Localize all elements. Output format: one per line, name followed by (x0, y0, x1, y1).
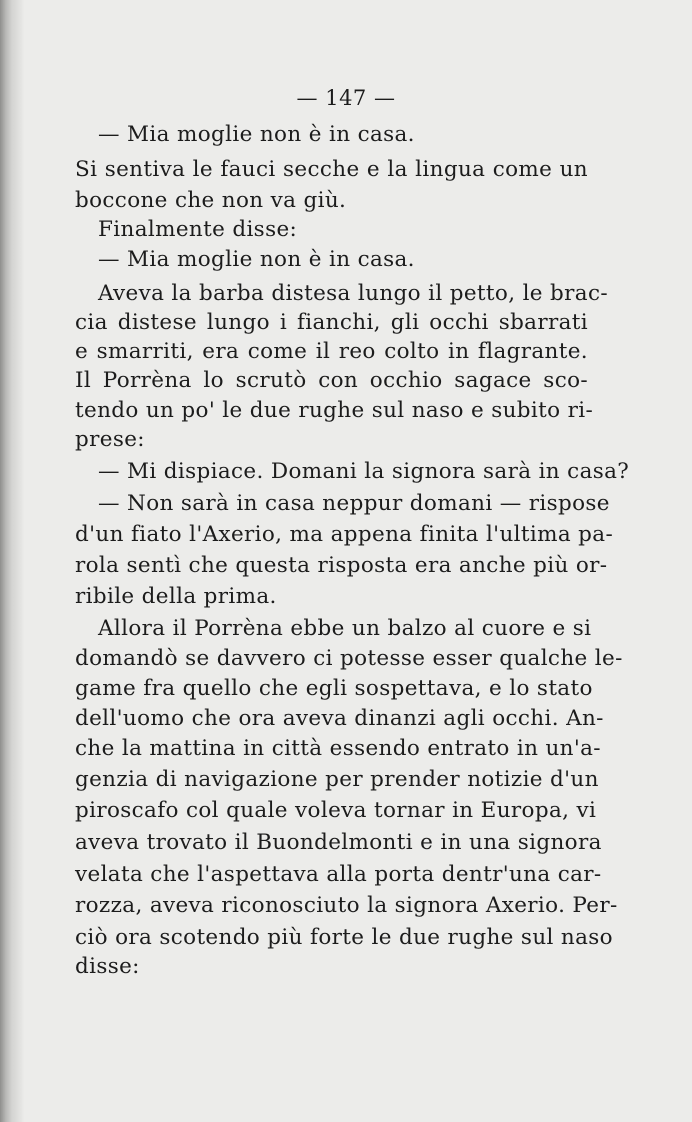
text-line: tendo un po' le due rughe sul naso e subito ri- (75, 398, 594, 423)
text-line: aveva trovato il Buondelmonti e in una signora (75, 830, 602, 855)
text-line: — Non sarà in casa neppur domani — rispose (98, 491, 610, 516)
text-line: e smarriti, era come il reo colto in flagrante. (75, 339, 588, 364)
text-line: d'un fiato l'Axerio, ma appena finita l'ultima pa- (75, 522, 614, 547)
text-line: dell'uomo che ora aveva dinanzi agli occhi. An- (75, 706, 604, 731)
page-number: — 147 — (296, 86, 396, 110)
text-line: ciò ora scotendo più forte le due rughe sul naso (75, 925, 613, 950)
text-line: Allora il Porrèna ebbe un balzo al cuore e si (98, 616, 592, 641)
text-line: velata che l'aspettava alla porta dentr'una car- (75, 862, 602, 887)
text-line: Il Porrèna lo scrutò con occhio sagace sco- (75, 368, 588, 393)
text-line: domandò se davvero ci potesse esser qualche le- (75, 646, 623, 671)
text-line: genzia di navigazione per prender notizie d'un (75, 767, 599, 792)
text-line: rola sentì che questa risposta era anche più or- (75, 553, 608, 578)
text-line: Finalmente disse: (98, 217, 298, 242)
text-line: — Mia moglie non è in casa. (98, 122, 415, 147)
text-line: disse: (75, 954, 140, 979)
text-line: prese: (75, 427, 145, 452)
text-line: cia distese lungo i fianchi, gli occhi sbarrati (75, 310, 588, 335)
text-line: rozza, aveva riconosciuto la signora Axerio. Per- (75, 893, 618, 918)
text-line: — Mia moglie non è in casa. (98, 247, 415, 272)
text-line: piroscafo col quale voleva tornar in Europa, vi (75, 798, 597, 823)
text-line: che la mattina in città essendo entrato in un'a- (75, 736, 601, 761)
text-line: ribile della prima. (75, 584, 277, 609)
text-line: Si sentiva le fauci secche e la lingua come un (75, 157, 588, 182)
page-spine-shadow (0, 0, 24, 1122)
text-line: boccone che non va giù. (75, 188, 347, 213)
text-line: — Mi dispiace. Domani la signora sarà in casa? (98, 459, 630, 484)
text-line: Aveva la barba distesa lungo il petto, le brac- (98, 281, 608, 306)
text-line: game fra quello che egli sospettava, e lo stato (75, 676, 593, 701)
